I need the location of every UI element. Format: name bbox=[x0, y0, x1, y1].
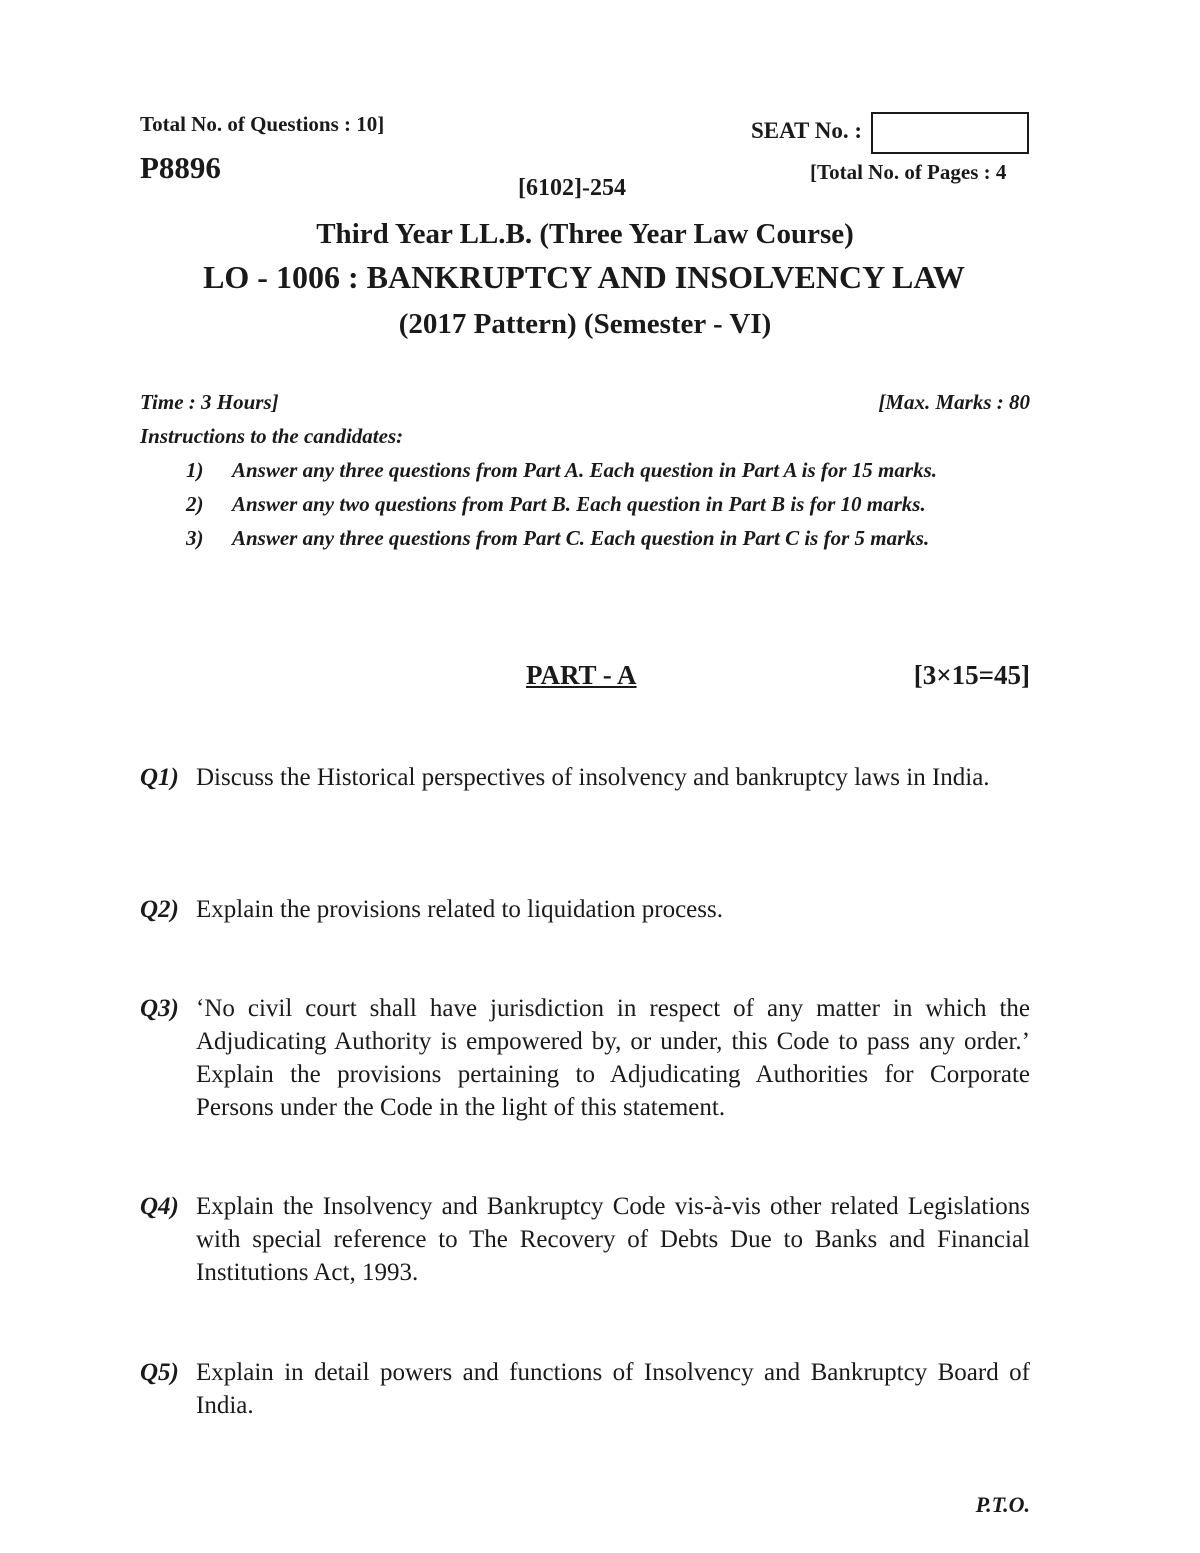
exam-time: Time : 3 Hours] bbox=[140, 390, 279, 414]
question-text: Explain the Insolvency and Bankruptcy Code vis-à-vis other related Legislations with special reference to The Recovery of Debts Due to Banks and Financial Institutions Act, 1993. bbox=[196, 1193, 1030, 1286]
instruction-item bbox=[186, 492, 926, 517]
instruction-item bbox=[186, 526, 929, 551]
total-questions: Total No. of Questions : 10] bbox=[140, 112, 385, 136]
seat-number-box[interactable] bbox=[871, 112, 1029, 154]
total-pages: [Total No. of Pages : 4 bbox=[810, 160, 1007, 184]
question-number: Q4) bbox=[140, 1193, 179, 1220]
question-text: Explain in detail powers and functions of Insolvency and Bankruptcy Board of India. bbox=[196, 1359, 1030, 1419]
exam-code: [6102]-254 bbox=[518, 175, 626, 201]
question-number: Q1) bbox=[140, 764, 179, 791]
question-text: Explain the provisions related to liquidation process. bbox=[196, 896, 723, 923]
subject-title: LO - 1006 : BANKRUPTCY AND INSOLVENCY LAW bbox=[203, 259, 965, 295]
question-number: Q5) bbox=[140, 1359, 179, 1386]
question-item bbox=[140, 761, 1030, 794]
question-item bbox=[140, 1356, 1030, 1422]
instruction-text: Answer any three questions from Part A. Each question in Part A is for 15 marks. bbox=[232, 458, 937, 482]
question-text: Discuss the Historical perspectives of insolvency and bankruptcy laws in India. bbox=[196, 764, 990, 791]
instruction-number: 2) bbox=[186, 492, 204, 516]
instruction-number: 1) bbox=[186, 458, 204, 482]
instruction-text: Answer any three questions from Part C. Each question in Part C is for 5 marks. bbox=[232, 526, 930, 550]
instruction-item bbox=[186, 458, 937, 483]
instruction-text: Answer any two questions from Part B. Each question in Part B is for 10 marks. bbox=[232, 492, 926, 516]
part-a-marks: [3×15=45] bbox=[913, 660, 1030, 690]
question-number: Q2) bbox=[140, 896, 179, 923]
max-marks: [Max. Marks : 80 bbox=[878, 390, 1030, 414]
paper-code: P8896 bbox=[140, 150, 221, 185]
question-text: ‘No civil court shall have jurisdiction in respect of any matter in which the Adjudicating Authority is empowered by, or under, this Code to pass any order.’ Explain the provisions pertaining to Adjudicating Authorities for Corporate Persons under the Code in the light of this statement. bbox=[196, 995, 1030, 1121]
please-turn-over: P.T.O. bbox=[975, 1492, 1030, 1517]
instructions-heading: Instructions to the candidates: bbox=[140, 424, 404, 448]
question-item bbox=[140, 992, 1030, 1124]
course-title: Third Year LL.B. (Three Year Law Course) bbox=[316, 218, 854, 250]
pattern-semester: (2017 Pattern) (Semester - VI) bbox=[398, 308, 772, 340]
seat-number-label: SEAT No. : bbox=[751, 118, 862, 143]
question-number: Q3) bbox=[140, 995, 179, 1022]
question-item bbox=[140, 1190, 1030, 1289]
instruction-number: 3) bbox=[186, 526, 204, 550]
part-a-heading: PART - A bbox=[526, 660, 637, 690]
question-item bbox=[140, 893, 1030, 926]
